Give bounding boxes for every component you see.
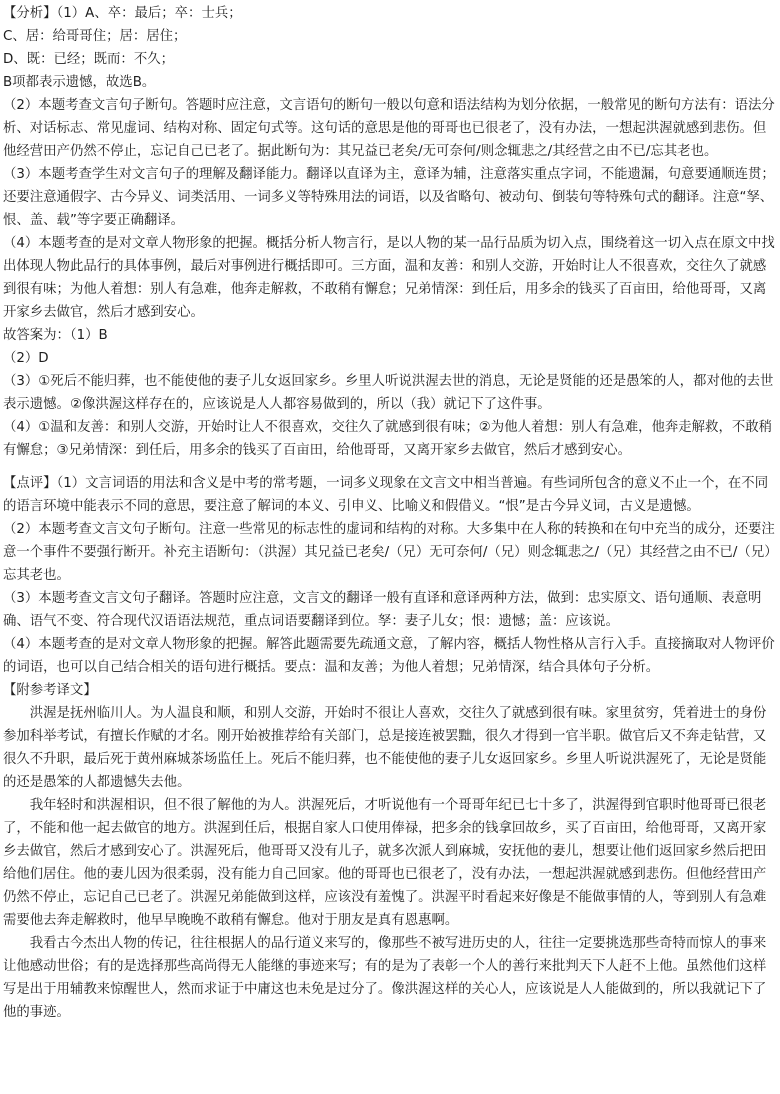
comment-paragraph: （4）本题考查的是对文章人物形象的把握。解答此题需要先疏通文意，了解内容，概括人物性格从言行入手。直接摘取对人物评价的词语，也可以自己结合相关的语句进行概括。要点：温和友善；为他人着想；兄弟情深，结合具体句子分析。 [3,637,775,675]
translation-paragraph: 我年轻时和洪渥相识，但不很了解他的为人。洪渥死后，才听说他有一个哥哥年纪已七十多了，洪渥得到官职时他哥哥已很老了，不能和他一起去做官的地方。洪渥到任后，根据自家人口使用俸禄，把多余的钱拿回故乡，买了百亩田，给他哥哥，又离开家乡去做官，然后才感到安心了。洪渥死后，他哥哥又没有儿子，就多次派人到麻城，安抚他的妻儿，想要让他们返回家乡然后把田给他们居住。他的妻儿因为很柔弱，没有能力自己回家。他的哥哥也已很老了，没有办法，一想起洪渥就感到悲伤。但他经营田产仍然不停止，忘记自己已老了。洪渥兄弟能做到这样，应该没有羞愧了。洪渥平时看起来好像是不能做事情的人，等到别人有急难需要他去奔走解救时，他早早晚晚不敢稍有懈怠。他对于朋友是真有恩惠啊。 [3,798,767,928]
analysis-line: 【分析】（1）A、卒：最后；卒：士兵； [3,6,242,21]
analysis-line: C、居：给哥哥住；居：居住； [3,29,187,44]
answer-line: （2）D [3,351,49,366]
translation-paragraph: 我看古今杰出人物的传记，往往根据人的品行道义来写的，像那些不被写进历史的人，往往一定要挑选那些奇特而惊人的事来让他感动世俗；有的是选择那些高尚得无人能继的事迹来写；有的是为了表彰一个人的善行来批判天下人赶不上他。虽然他们这样写是出于用辅教来惊醒世人，然而求证于中庸这也未免是过分了。像洪渥这样的关心人，应该说是人人能做到的，所以我就记下了他的事迹。 [3,936,767,1020]
section-gap [3,462,778,472]
analysis-section [3,2,778,462]
comment-paragraph: （3）本题考查文言文句子翻译。答题时应注意，文言文的翻译一般有直译和意译两种方法，做到：忠实原文、语句通顺、表意明确、语气不变、符合现代汉语语法规范，重点词语要翻译到位。孥：妻子儿女；恨：遗憾；盖：应该说。 [3,591,762,629]
analysis-line: D、既：已经；既而：不久； [3,52,174,67]
analysis-paragraph: （4）本题考查的是对文章人物形象的把握。概括分析人物言行，是以人物的某一品行品质为切入点，围绕着这一切入点在原文中找出体现人物此品行的具体事例，最后对事例进行概括即可。三方面，温和友善：和别人交游，开始时让人不很喜欢，交往久了就感到很有味；为他人着想：别人有急难，他奔走解救，不敢稍有懈怠；兄弟情深：到任后，用多余的钱买了百亩田，给他哥哥，又离开家乡去做官，然后才感到安心。 [3,236,775,320]
translation-paragraph: 洪渥是抚州临川人。为人温良和顺，和别人交游，开始时不很让人喜欢，交往久了就感到很有味。家里贫穷，凭着进士的身份参加科举考试，有擅长作赋的才名。刚开始被推荐给有关部门，总是接连被罢黜，很久才得到一官半职。做官后又不奔走钻营，又很久不升职，最后死于黄州麻城茶场监任上。死后不能归葬，也不能使他的妻子儿女返回家乡。乡里人听说洪渥死了，无论是贤能的还是愚笨的人都遗憾失去他。 [3,706,767,790]
translation-section [3,679,778,1024]
answer-paragraph: （3）①死后不能归葬，也不能使他的妻子儿女返回家乡。乡里人听说洪渥去世的消息，无论是贤能的还是愚笨的人，都对他的去世表示遗憾。②像洪渥这样存在的，应该说是人人都容易做到的，所以（我）就记下了这件事。 [3,374,774,412]
comment-paragraph: （2）本题考查文言文句子断句。注意一些常见的标志性的虚词和结构的对称。大多集中在人称的转换和在句中充当的成分，还要注意一个事件不要强行断开。补充主语断句：（洪渥）其兄益已老矣/（兄）无可奈何/（兄）则念辄悲之/（兄）其经营之由不已/（兄）忘其老也。 [3,522,778,583]
comment-paragraph: 【点评】（1）文言词语的用法和含义是中考的常考题，一词多义现象在文言文中相当普遍。有些词所包含的意义不止一个，在不同的语言环境中能表示不同的意思，要注意了解词的本义、引申义、比喻义和假借义。“恨”是古今异义词，古义是遗憾。 [3,476,769,514]
answer-paragraph: （4）①温和友善：和别人交游，开始时让人不很喜欢，交往久了就感到很有味；②为他人着想：别人有急难，他奔走解救，不敢稍有懈怠；③兄弟情深：到任后，用多余的钱买了百亩田，给他哥哥，又离开家乡去做官，然后才感到安心。 [3,420,773,458]
answer-line: 故答案为：（1）B [3,328,108,343]
analysis-paragraph: （3）本题考查学生对文言句子的理解及翻译能力。翻译以直译为主，意译为辅，注意落实重点字词，不能遗漏，句意要通顺连贯；还要注意通假字、古今异义、词类活用、一词多义等特殊用法的词语，以及省略句、被动句、倒装句等特殊句式的翻译。注意“孥、恨、盖、载”等字要正确翻译。 [3,167,775,228]
translation-header: 【附参考译文】 [3,683,97,698]
analysis-paragraph: （2）本题考查文言句子断句。答题时应注意，文言语句的断句一般以句意和语法结构为划分依据，一般常见的断句方法有：语法分析、对话标志、常见虚词、结构对称、固定句式等。这句话的意思是他的哥哥也已很老了，没有办法，一想起洪渥就感到悲伤。但他经营田产仍然不停止，忘记自己已老了。据此断句为：其兄益已老矣/无可奈何/则念辄悲之/其经营之由不已/忘其老也。 [3,98,775,159]
analysis-line: B项都表示遗憾，故选B。 [3,75,156,90]
comment-section [3,472,778,679]
